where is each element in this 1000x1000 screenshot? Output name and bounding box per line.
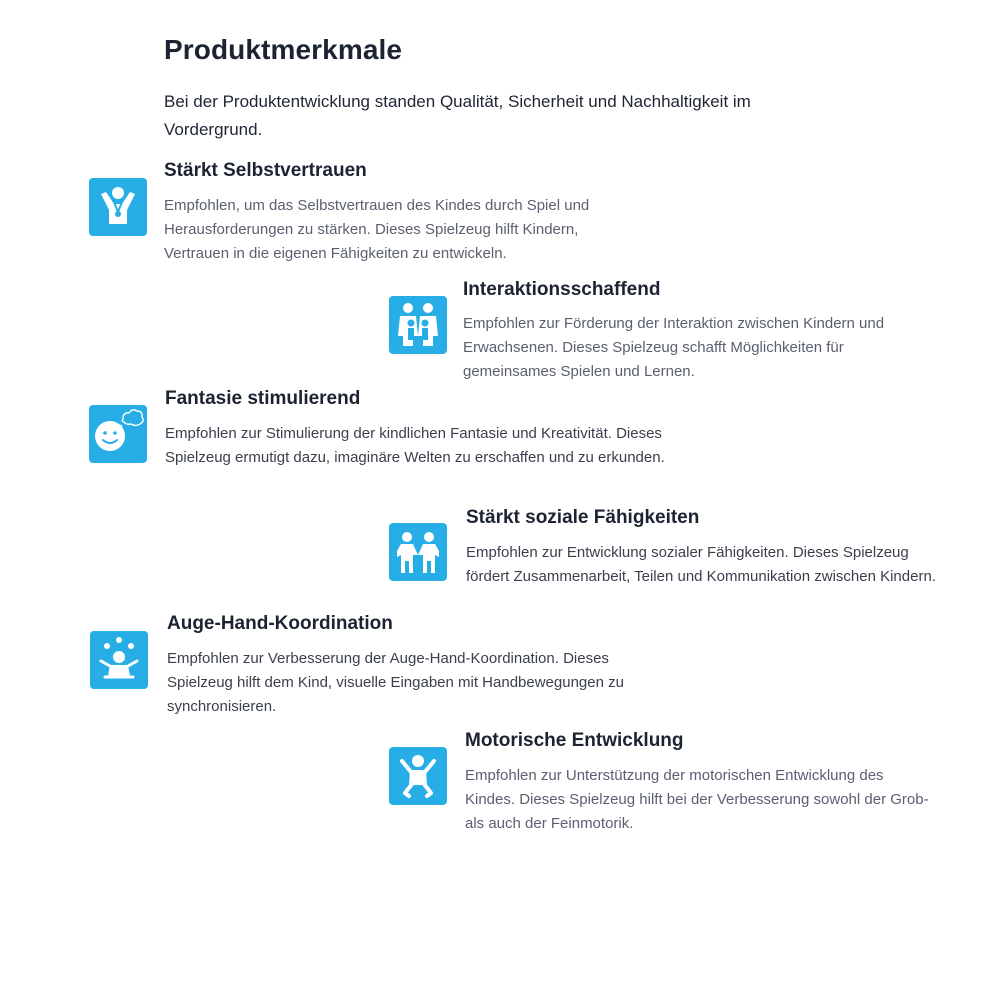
page-title: Produktmerkmale: [164, 34, 403, 65]
family-icon: [389, 296, 447, 354]
feature-title: Auge-Hand-Koordination: [167, 613, 393, 634]
feature-title: Motorische Entwicklung: [465, 730, 684, 751]
feature-title: Interaktionsschaffend: [463, 279, 661, 300]
feature-description: Empfohlen, um das Selbstvertrauen des Kindes durch Spiel und Herausforderungen zu stärken. Dieses Spielzeug hilft Kindern, Vertrauen in die eigenen Fähigkeiten zu entwickeln.: [164, 197, 590, 262]
feature-title: Stärkt Selbstvertrauen: [164, 160, 367, 181]
feature-title: Stärkt soziale Fähigkeiten: [466, 507, 700, 528]
feature-title: Fantasie stimulierend: [165, 388, 361, 409]
intro-text: Bei der Produktentwicklung standen Qualität, Sicherheit und Nachhaltigkeit im Vordergrund.: [164, 92, 751, 139]
feature-description: Empfohlen zur Verbesserung der Auge-Hand-Koordination. Dieses Spielzeug hilft dem Kind, visuelle Eingaben mit Handbewegungen zu synchronisieren.: [167, 650, 624, 715]
feature-description: Empfohlen zur Unterstützung der motorischen Entwicklung des Kindes. Dieses Spielzeug hilft bei der Verbesserung sowohl der Grob- als auch der Feinmotorik.: [465, 767, 929, 832]
medal-child-icon: [89, 178, 147, 236]
feature-description: Empfohlen zur Stimulierung der kindlichen Fantasie und Kreativität. Dieses Spielzeug ermutigt dazu, imaginäre Welten zu erschaffen und zu erkunden.: [165, 425, 665, 466]
two-children-icon: [389, 523, 447, 581]
jumping-baby-icon: [389, 747, 447, 805]
feature-description: Empfohlen zur Förderung der Interaktion zwischen Kindern und Erwachsenen. Dieses Spielzeug schafft Möglichkeiten für gemeinsames Spielen und Lernen.: [463, 315, 885, 380]
juggling-child-icon: [90, 631, 148, 689]
thinking-face-icon: [89, 405, 147, 463]
feature-description: Empfohlen zur Entwicklung sozialer Fähigkeiten. Dieses Spielzeug fördert Zusammenarbeit, Teilen und Kommunikation zwischen Kindern.: [466, 544, 936, 585]
